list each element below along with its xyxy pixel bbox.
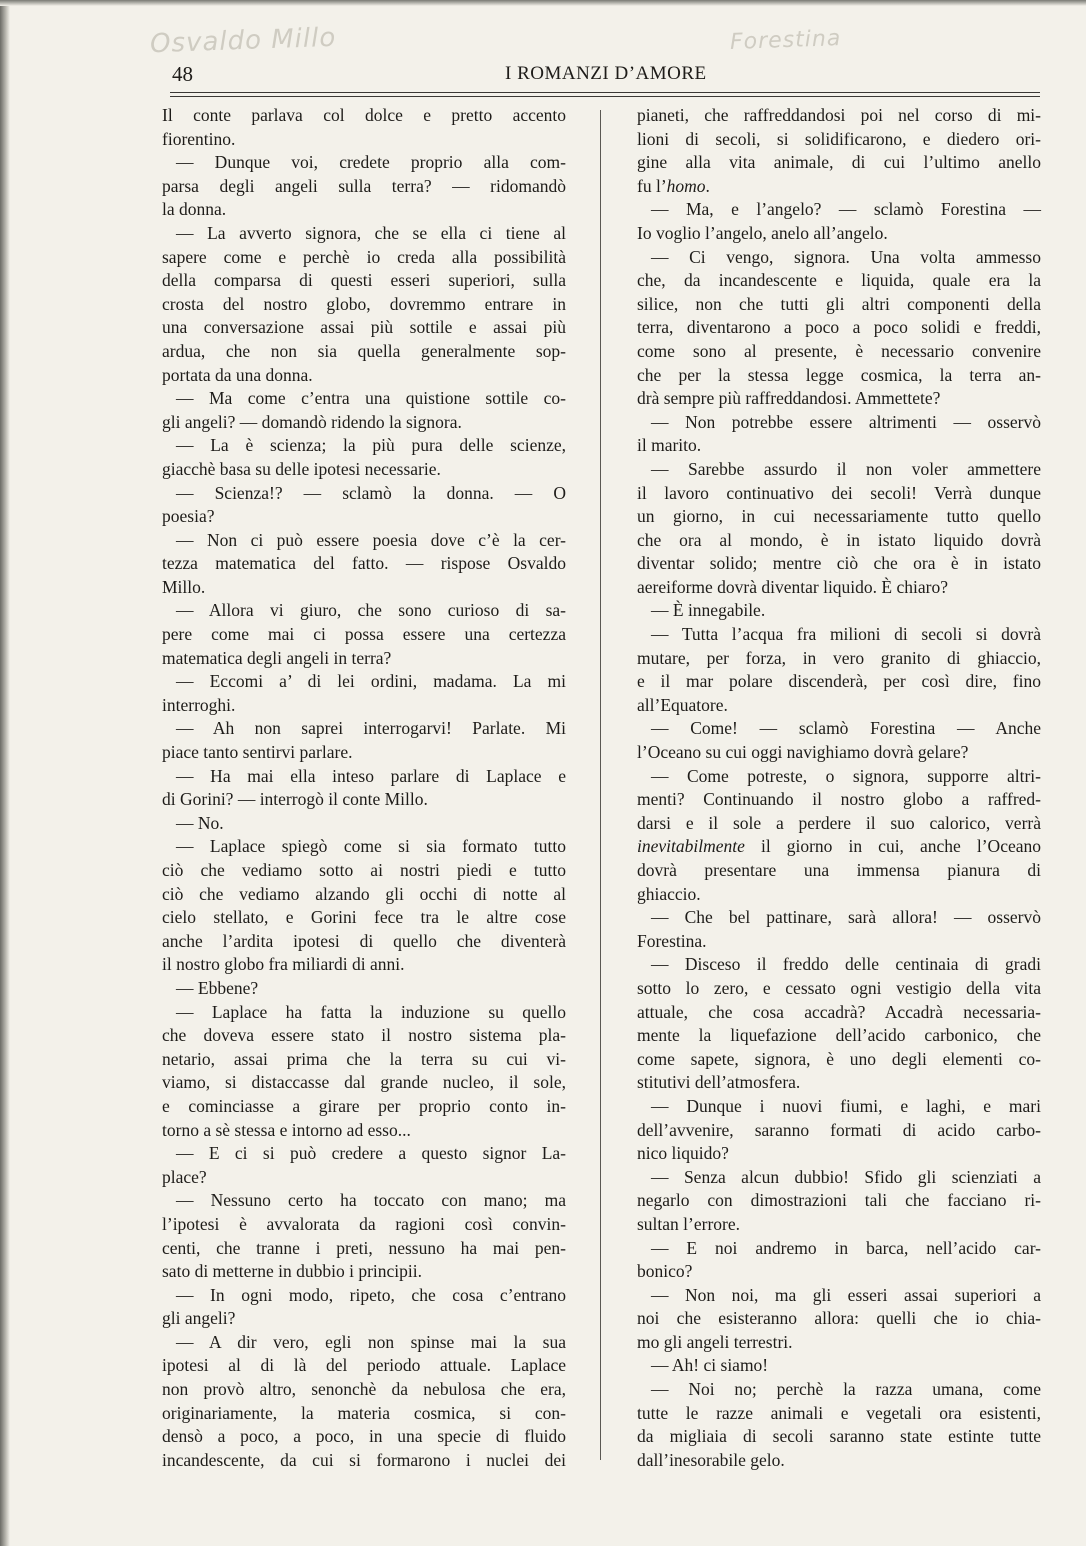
text-line (637, 1402, 1041, 1426)
column-divider (600, 110, 601, 1460)
text-line-content: interroghi. (162, 694, 236, 715)
text-line-content: — Laplace ha fatta la induzione su quello (176, 1001, 566, 1022)
text-line (162, 340, 566, 364)
text-line (162, 1331, 566, 1355)
text-line (162, 1284, 566, 1308)
text-line-content: — In ogni modo, ripeto, che cosa c’entrano (176, 1284, 566, 1305)
text-line-content: tutte le razze animali e vegetali ora esistenti, (637, 1402, 1041, 1423)
text-line (162, 529, 566, 553)
text-line (162, 1237, 566, 1261)
text-line (162, 1024, 566, 1048)
text-line-content: — Noi no; perchè la razza umana, come (651, 1379, 1041, 1400)
text-line (637, 883, 1041, 907)
text-line-content: — Disceso il freddo delle centinaia di gradi (651, 954, 1041, 975)
text-line-content: — Ebbene? (176, 977, 259, 998)
text-line (637, 1307, 1041, 1331)
text-line (162, 1449, 566, 1473)
text-line-content: mente la liquefazione dell’acido carbonico, che (637, 1025, 1041, 1046)
text-line (637, 576, 1041, 600)
text-line-content: — Ah! ci siamo! (651, 1355, 769, 1376)
text-line (637, 930, 1041, 954)
text-line (637, 316, 1041, 340)
text-line (637, 1024, 1041, 1048)
header-rule-top (170, 92, 1040, 93)
text-line-content: — Sarebbe assurdo il non voler ammettere (651, 458, 1041, 479)
text-line-content: non provò altro, senonchè da nebulosa che era, (162, 1379, 566, 1400)
text-line-content: — Che bel pattinare, sarà allora! — osservò (651, 907, 1041, 928)
text-line (637, 788, 1041, 812)
text-line-content: centi, che tranne i preti, nessuno ha mai pen- (162, 1237, 566, 1258)
text-line (162, 1307, 566, 1331)
text-line (637, 953, 1041, 977)
text-line (637, 765, 1041, 789)
text-line-content: ardua, che non sia quella generalmente sop- (162, 340, 566, 361)
text-line (637, 293, 1041, 317)
text-line (637, 1119, 1041, 1143)
text-line-content: noi che esisteranno allora: quelli che io chia- (637, 1308, 1041, 1329)
text-line (637, 623, 1041, 647)
text-line-content: bonico? (637, 1261, 693, 1282)
text-line (637, 411, 1041, 435)
text-line-content: drà sempre più raffreddandosi. Ammettete? (637, 388, 941, 409)
text-line (162, 434, 566, 458)
text-line (162, 599, 566, 623)
text-line (162, 505, 566, 529)
text-line (637, 1237, 1041, 1261)
text-line (162, 246, 566, 270)
text-line-content: viamo, si distaccasse dal grande nucleo, il sole, (162, 1072, 566, 1093)
text-line-content: il nostro globo fra miliardi di anni. (162, 954, 405, 975)
text-line (162, 623, 566, 647)
text-line (162, 1071, 566, 1095)
text-line (162, 1425, 566, 1449)
text-line-content: — Senza alcun dubbio! Sfido gli scienziati a (651, 1166, 1041, 1187)
text-line (162, 576, 566, 600)
text-line-content: e cominciasse a girare per proprio conto in- (162, 1095, 566, 1116)
text-line (637, 977, 1041, 1001)
text-line (162, 387, 566, 411)
text-line (637, 1001, 1041, 1025)
text-line (162, 1378, 566, 1402)
text-line (162, 1354, 566, 1378)
text-line (637, 340, 1041, 364)
text-line (637, 529, 1041, 553)
text-line-content: diventar solido; mentre ciò che ora è in istato (637, 553, 1041, 574)
text-line-content: il lavoro continuativo dei secoli! Verrà dunque (637, 482, 1041, 503)
text-line-content: aereiforme dovrà diventar liquido. È chiaro? (637, 576, 948, 597)
text-line (162, 977, 566, 1001)
text-line (162, 293, 566, 317)
text-line-content: Millo. (162, 576, 206, 597)
text-line (637, 1449, 1041, 1473)
text-line-content: — Come potreste, o signora, supporre altri- (651, 765, 1041, 786)
text-line-content: che ora al mondo, è in istato liquido dovrà (637, 529, 1041, 550)
text-line (162, 670, 566, 694)
text-line-content: dovrà presentare una immensa pianura di (637, 860, 1041, 880)
text-line (162, 1189, 566, 1213)
text-line (162, 694, 566, 718)
text-line (162, 1166, 566, 1190)
text-line-content: mutare, per forza, in vero granito di ghiaccio, (637, 647, 1041, 668)
text-line-content: che per la stessa legge cosmica, la terra an- (637, 364, 1041, 385)
text-line (162, 151, 566, 175)
text-line (162, 1142, 566, 1166)
text-line-content: sultan l’errore. (637, 1213, 741, 1234)
scan-left-edge (0, 0, 10, 1546)
text-line-content: piace tanto sentirvi parlare. (162, 742, 353, 763)
text-line-content: — Ma come c’entra una quistione sottile co- (176, 388, 566, 409)
text-line-content: parsa degli angeli sulla terra? — ridomandò (162, 175, 566, 196)
text-line-content: — Non potrebbe essere altrimenti — osservò (651, 411, 1041, 432)
text-line-content: sotto lo zero, e cessato ogni vestigio della vita (637, 977, 1041, 998)
text-line (637, 151, 1041, 175)
text-line (637, 1071, 1041, 1095)
text-line (637, 364, 1041, 388)
text-line-content: pianeti, che raffreddandosi poi nel corso di mi- (637, 105, 1041, 125)
text-line (637, 717, 1041, 741)
text-line (162, 269, 566, 293)
text-line (637, 906, 1041, 930)
text-line (637, 1095, 1041, 1119)
pencil-annotation-left: Osvaldo Millo (149, 22, 337, 60)
text-line-content: place? (162, 1166, 207, 1187)
text-line-content: mo gli angeli terrestri. (637, 1331, 793, 1352)
text-line (162, 717, 566, 741)
text-line (637, 1260, 1041, 1284)
page-number: 48 (172, 62, 193, 86)
text-line (637, 812, 1041, 836)
text-line-content: che doveva essere stato il nostro sistema pla- (162, 1025, 566, 1046)
text-line (637, 269, 1041, 293)
text-line (637, 458, 1041, 482)
text-line-content: sato di metterne in dubbio i principii. (162, 1261, 423, 1282)
text-line-content: come sapete, signora, è uno degli elementi co- (637, 1048, 1041, 1069)
text-line-content: — Tutta l’acqua fra milioni di secoli si dovrà (651, 624, 1041, 645)
text-line (162, 316, 566, 340)
text-line-content: netario, assai prima che la terra su cui vi- (162, 1048, 566, 1069)
text-line-content: torno a sè stessa e intorno ad esso... (162, 1119, 411, 1140)
text-line (637, 482, 1041, 506)
text-line-content: — Nessuno certo ha toccato con mano; ma (176, 1190, 566, 1211)
text-line-content: pere come mai ci possa essere una certezza (162, 624, 566, 645)
text-line-content: stitutivi dell’atmosfera. (637, 1072, 801, 1093)
text-line-content: un giorno, in cui necessariamente tutto quello (637, 506, 1041, 527)
text-line (162, 411, 566, 435)
text-line-content: — Ah non saprei interrogarvi! Parlate. Mi (176, 718, 566, 739)
text-line (162, 198, 566, 222)
text-line-content: — A dir vero, egli non spinse mai la sua (176, 1331, 566, 1352)
text-line (637, 222, 1041, 246)
text-line-content: — Non ci può essere poesia dove c’è la cer- (176, 529, 566, 550)
text-line-content: densò a poco, a poco, in una specie di fluido (162, 1426, 566, 1447)
text-line (637, 1425, 1041, 1449)
text-line (162, 104, 566, 128)
text-line (162, 1119, 566, 1143)
text-line-content: tezza matematica del fatto. — rispose Osvaldo (162, 553, 566, 574)
text-line-content: ciò che vediamo alzando gli occhi di notte al (162, 883, 566, 904)
text-line-content: — E ci si può credere a questo signor La- (176, 1143, 566, 1164)
text-line (637, 647, 1041, 671)
pencil-annotation-right: Forestina (729, 26, 842, 55)
running-title: I ROMANZI D’AMORE (505, 63, 707, 84)
text-line (162, 930, 566, 954)
text-line (162, 812, 566, 836)
text-line (637, 1284, 1041, 1308)
text-line (162, 222, 566, 246)
text-line (162, 1213, 566, 1237)
text-line-content: della comparsa di questi esseri superiori, sulla (162, 270, 566, 291)
text-line (637, 1331, 1041, 1355)
text-line-content: terra, diventarono a poco a poco solidi e freddi, (637, 317, 1041, 338)
text-line (637, 694, 1041, 718)
text-line-content: — Dunque i nuovi fiumi, e laghi, e mari (651, 1095, 1041, 1116)
text-line (637, 505, 1041, 529)
text-line-content: e il mar polare discenderà, per così dire, fino (637, 671, 1041, 692)
text-line-content: cielo stellato, e Gorini fece tra le altre cose (162, 907, 566, 928)
text-line-content: originariamente, la materia cosmica, si con- (162, 1402, 566, 1423)
text-line-content: l’Oceano su cui oggi navighiamo dovrà gelare? (637, 742, 969, 763)
text-line-content: fiorentino. (162, 128, 236, 149)
text-line-content: — Non noi, ma gli esseri assai superiori a (651, 1284, 1041, 1305)
text-line-tail: il giorno in cui, anche l’Oceano (744, 836, 1041, 857)
text-line-content: dall’inesorabile gelo. (637, 1449, 785, 1470)
text-line (162, 953, 566, 977)
scan-top-edge (0, 0, 1086, 6)
text-column-left (162, 104, 566, 1472)
text-line (637, 1166, 1041, 1190)
text-line (637, 104, 1041, 128)
text-line-content: menti? Continuando il nostro globo a raffred- (637, 789, 1041, 810)
text-line (162, 765, 566, 789)
text-line-content: sapere come e perchè io creda alla possibilità (162, 246, 566, 267)
text-line (637, 1378, 1041, 1402)
text-line (637, 128, 1041, 152)
text-line (637, 1189, 1041, 1213)
text-line (162, 647, 566, 671)
text-line (637, 599, 1041, 623)
text-line (637, 1048, 1041, 1072)
italic-word: inevitabilmente (637, 836, 745, 857)
text-line (162, 458, 566, 482)
text-line-content: gli angeli? (162, 1308, 236, 1329)
text-line-tail: . (705, 175, 710, 196)
text-line-content: silice, non che tutti gli altri componenti della (637, 293, 1041, 314)
text-line (162, 1095, 566, 1119)
text-line (637, 175, 1041, 199)
text-line-content: — Scienza!? — sclamò la donna. — O (176, 482, 566, 503)
text-line (162, 364, 566, 388)
text-line-content: da migliaia di secoli saranno state estinte tutte (637, 1426, 1041, 1447)
text-line-content: — La avverto signora, che se ella ci tiene al (176, 222, 566, 243)
text-line (162, 128, 566, 152)
text-line-content: all’Equatore. (637, 694, 728, 715)
text-line (162, 482, 566, 506)
text-line (162, 788, 566, 812)
text-line-content: anche l’ardita ipotesi di quello che diventerà (162, 930, 566, 951)
italic-word: homo (666, 175, 706, 196)
header-rule-bottom (170, 96, 1040, 97)
text-line-content: — Ha mai ella inteso parlare di Laplace e (176, 765, 566, 786)
text-line (162, 175, 566, 199)
text-line (637, 1213, 1041, 1237)
text-line-content: crosta del nostro globo, dovremmo entrare in (162, 293, 566, 314)
text-line-content: gine alla vita animale, di cui l’ultimo anello (637, 152, 1041, 173)
text-line (637, 387, 1041, 411)
text-line-content: attuale, che cosa accadrà? Accadrà necessaria- (637, 1001, 1041, 1022)
text-line-content: poesia? (162, 506, 215, 527)
text-line (637, 859, 1041, 883)
text-line-content: negarlo con dimostrazioni tali che facciano ri- (637, 1190, 1041, 1211)
text-line-content: ghiaccio. (637, 883, 701, 904)
text-line-content: — Ci vengo, signora. Una volta ammesso (651, 246, 1041, 267)
text-line-content: — Come! — sclamò Forestina — Anche (651, 718, 1041, 739)
text-line (162, 1001, 566, 1025)
text-line (162, 906, 566, 930)
text-line-content: che, da incandescente e liquida, quale era la (637, 270, 1041, 291)
text-line-content: la donna. (162, 199, 227, 220)
text-line (162, 741, 566, 765)
text-line-content: fu l’ (637, 175, 667, 196)
text-line (637, 198, 1041, 222)
text-line-content: nico liquido? (637, 1143, 729, 1164)
text-line-content: — No. (176, 812, 224, 833)
text-line (162, 883, 566, 907)
text-line-content: di Gorini? — interrogò il conte Millo. (162, 789, 428, 810)
text-line-content: Forestina. (637, 930, 707, 951)
text-line-content: — La è scienza; la più pura delle scienze, (176, 435, 566, 456)
text-line-content: — Laplace spiegò come si sia formato tutto (176, 836, 566, 857)
text-line (637, 835, 1041, 859)
text-line-content: ciò che vediamo sotto ai nostri piedi e tutto (162, 860, 566, 880)
text-line-content: incandescente, da cui si formarono i nuclei dei (162, 1449, 566, 1470)
text-line-content: — Allora vi giuro, che sono curioso di sa- (176, 600, 566, 621)
text-line-content: — E noi andremo in barca, nell’acido car- (651, 1237, 1041, 1258)
text-column-right (637, 104, 1041, 1472)
text-line (637, 1142, 1041, 1166)
text-line (637, 246, 1041, 270)
text-line-content: l’ipotesi è avvalorata da ragioni così convin- (162, 1213, 566, 1234)
text-line-content: gli angeli? — domandò ridendo la signora. (162, 411, 462, 432)
text-line-content: dell’avvenire, saranno formati di acido carbo- (637, 1119, 1041, 1140)
text-line-content: darsi e il sole a perdere il suo calorico, verrà (637, 812, 1041, 833)
text-line-content: una conversazione assai più sottile e assai più (162, 317, 566, 338)
text-line-content: Il conte parlava col dolce e pretto accento (162, 105, 566, 125)
text-line (637, 434, 1041, 458)
text-line-content: — È innegabile. (651, 600, 766, 621)
text-line-content: — Eccomi a’ di lei ordini, madama. La mi (176, 671, 566, 692)
text-line-content: — Ma, e l’angelo? — sclamò Forestina — (651, 199, 1041, 220)
text-line-content: il marito. (637, 435, 702, 456)
text-line (637, 741, 1041, 765)
text-line (637, 670, 1041, 694)
text-line (162, 1260, 566, 1284)
text-line (637, 552, 1041, 576)
text-line-content: giacchè basa su delle ipotesi necessarie. (162, 458, 441, 479)
text-line (637, 1354, 1041, 1378)
text-line-content: Io voglio l’angelo, anelo all’angelo. (637, 222, 888, 243)
text-line-content: — Dunque voi, credete proprio alla com- (176, 152, 566, 173)
text-line (162, 835, 566, 859)
text-line-content: lioni di secoli, si solidificarono, e diedero ori- (637, 128, 1041, 149)
text-line (162, 1402, 566, 1426)
text-line-content: ipotesi al di là del periodo attuale. Laplace (162, 1355, 566, 1376)
text-line (162, 859, 566, 883)
text-line (162, 1048, 566, 1072)
text-line-content: come sono al presente, è necessario convenire (637, 340, 1041, 361)
text-line (162, 552, 566, 576)
text-line-content: portata da una donna. (162, 364, 313, 385)
text-line-content: matematica degli angeli in terra? (162, 647, 392, 668)
